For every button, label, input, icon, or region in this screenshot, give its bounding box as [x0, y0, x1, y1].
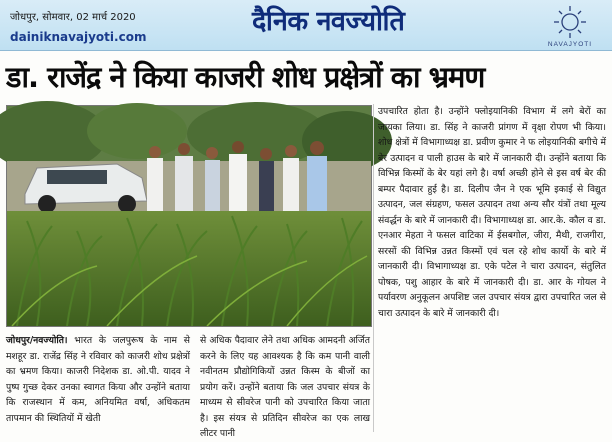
article-column-right: उपचारित होता है। उन्होंने फ्लोइयानिकी विभाग में लगे बेरों का जायका लिया। डा. सिंह ने काजरी प्रांगण में वृक्षा रोपण भी किया। शोध क्षेत्रों में विभागाध्यक्ष डा. प्रवीण कुमार ने फ लोइयानिकी बगीचे में बेर उत्पादन व पाली हाउस के बारे में जानकारी दी। उन्होंने बताया कि विभिन्न किस्मों के बेर यहां लगे है। वर्षा अच्छी होने से इस वर्ष बेर की बम्पर पैदावार हुई है। डा. दिलीप जैन ने एक भूमि इकाई से विद्युत उत्पादन, जल संग्रहण, फसल उत्पादन तथा अन्य सौर यंत्रों तथा मूल्य संवर्द्धन के बारे में जानकारी दी। विभागाध्यक्ष डा. आर.के. कौल व डा. एनआर मेहता ने फसल वाटिका में ईसबगोल, जीरा, मैथी, राजगीरा, सरसों की विभिन्न उन्नत किस्मों एवं चल रहे शोध कार्यो के बारे में जानकारी दी। विभागाध्यक्ष डा. एके पटेल ने चारा उत्पादन, संतुलित पोषक, पशु आहार के बारे में जानकारी दी। डा. आर के गोयल ने पर्यावरण अनुकूलन अपशिष्ट जल उपचार संयत्र द्वारा उपचारित जल से चारा उत्पादन के बारे में जानकारी दी। — [378, 106, 606, 319]
article-text-left: भारत के जलपुरूष के नाम से मशहूर डा. राजेंद्र सिंह ने रविवार को काजरी शोध प्रक्षेत्रों का भ्रमण किया। काजरी निदेशक डा. ओ.पी. यादव ने पुष्प गुच्छ देकर उनका स्वागत किया और उन्होंने बताया कि राजस्थान में कम, अनियमित वर्षा, अधिकतम तापमान की स्थितियों में खेती — [6, 335, 191, 424]
svg-text:NAVAJYOTI: NAVAJYOTI — [547, 41, 593, 48]
dateline: जोधपुर, सोमवार, 02 मार्च 2020 — [10, 12, 136, 23]
navajyoti-logo — [542, 2, 598, 48]
column-divider — [373, 104, 374, 432]
masthead — [0, 0, 612, 51]
byline: जोधपुर/नवज्योति। — [6, 335, 68, 346]
newspaper-title: दैनिक नवज्योति — [252, 6, 405, 37]
article-column-left — [6, 333, 190, 433]
article-photo — [6, 105, 372, 327]
article-column-middle: से अधिक पैदावार लेने तथा अधिक आमदनी अर्जित करने के लिए यह आवश्यक है कि कम पानी वाली नवीनतम प्रौद्योगिकियों उन्नत किस्म के बीजों का प्रयोग करें। उन्होंने बताया कि जल उपचार संयत्र के माध्यम से सीवरेज पानी को उपचारित किया जाता है। इस संयत्र से प्रतिदिन सीवरेज का एक लाख लीटर पानी — [200, 335, 370, 439]
article-headline: डा. राजेंद्र ने किया काजरी शोध प्रक्षेत्रों का भ्रमण — [6, 60, 485, 94]
site-url-link[interactable]: dainiknavajyoti.com — [10, 30, 147, 44]
